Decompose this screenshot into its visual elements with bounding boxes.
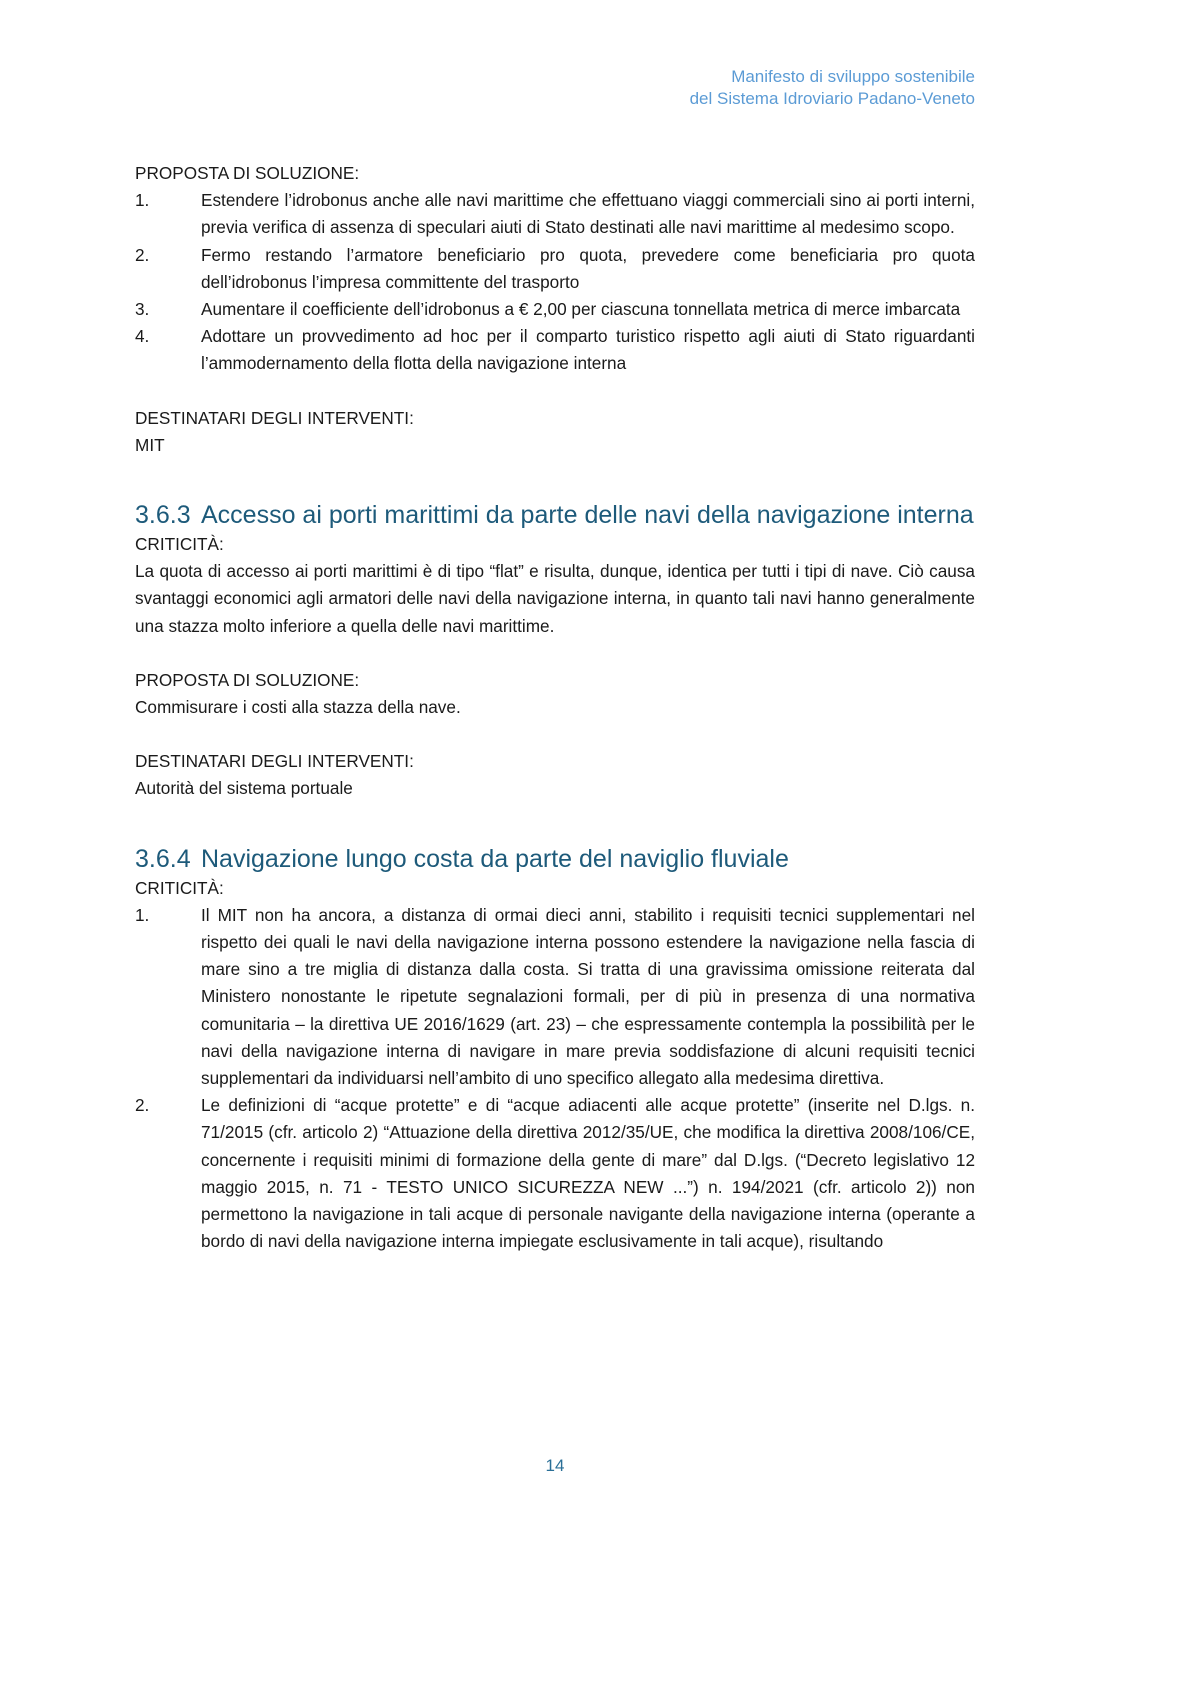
header-line-1: Manifesto di sviluppo sostenibile xyxy=(731,67,975,86)
list-item-text: Fermo restando l’armatore beneficiario pro quota, prevedere come beneficiaria pro quota dell’idrobonus l’impresa committente del trasporto xyxy=(201,244,975,292)
list-item-number: 2. xyxy=(135,1095,150,1116)
section-heading-3-6-4 xyxy=(135,843,975,875)
recipients-value: MIT xyxy=(135,434,165,455)
list-item xyxy=(135,296,975,323)
spacer xyxy=(135,803,975,843)
criticality-list xyxy=(135,902,975,1256)
list-item xyxy=(135,1092,975,1255)
spacer xyxy=(135,459,975,499)
proposal-label: PROPOSTA DI SOLUZIONE: xyxy=(135,669,360,690)
list-item-text: Le definizioni di “acque protette” e di “acque adiacenti alle acque protette” (inserite nel D.lgs. n. 71/2015 (cfr. articolo 2) “Attuazione della direttiva 2012/35/UE, che modifica la direttiva 2008/106/CE, concernente i requisiti minimi di formazione della gente di mare” dal D.lgs. (“Decreto legislativo 12 maggio 2015, n. 71 - TESTO UNICO SICUREZZA NEW ...”) n. 194/2021 (cfr. articolo 2)) non permettono la navigazione in tali acque di personale navigante della navigazione interna (operante a bordo di navi della navigazione interna impiegate esclusivamente in tali acque), risultando xyxy=(201,1095,975,1252)
page-number: 14 xyxy=(545,1456,565,1475)
list-item-text: Estendere l’idrobonus anche alle navi marittime che effettuano viaggi commerciali sino ai porti interni, previa verifica di assenza di speculari aiuti di Stato destinati alle navi marittime al medesimo scopo. xyxy=(201,190,975,238)
header-line-2: del Sistema Idroviario Padano-Veneto xyxy=(689,89,975,108)
list-item-text: Aumentare il coefficiente dell’idrobonus a € 2,00 per ciascuna tonnellata metrica di merce imbarcata xyxy=(201,299,961,320)
criticality-text: La quota di accesso ai porti marittimi è di tipo “flat” e risulta, dunque, identica per tutti i tipi di nave. Ciò causa svantaggi economici agli armatori delle navi della navigazione interna, in quanto tali navi hanno generalmente una stazza molto inferiore a quella delle navi marittime. xyxy=(135,561,975,636)
recipients-value: Autorità del sistema portuale xyxy=(135,778,353,799)
proposal-label: PROPOSTA DI SOLUZIONE: xyxy=(135,163,360,183)
list-item xyxy=(135,902,975,1092)
list-item-number: 3. xyxy=(135,299,150,320)
section-number: 3.6.4 xyxy=(135,844,191,873)
section-number: 3.6.3 xyxy=(135,501,191,530)
section-title: Navigazione lungo costa da parte del naviglio fluviale xyxy=(201,844,789,873)
section-heading-3-6-3 xyxy=(135,499,975,531)
list-item xyxy=(135,187,975,241)
spacer xyxy=(135,378,975,405)
criticality-label: CRITICITÀ: xyxy=(135,534,224,555)
criticality-label: CRITICITÀ: xyxy=(135,877,224,898)
running-header xyxy=(690,66,975,110)
list-item-number: 1. xyxy=(135,190,150,211)
spacer xyxy=(135,640,975,667)
list-item-text: Il MIT non ha ancora, a distanza di ormai dieci anni, stabilito i requisiti tecnici supplementari nel rispetto dei quali le navi della navigazione interna possono estendere la navigazione nella fascia di mare sino a tre miglia di distanza dalla costa. Si tratta di una gravissima omissione reiterata dal Ministero nonostante le ripetute segnalazioni formali, per di più in presenza di una normativa comunitaria – la direttiva UE 2016/1629 (art. 23) – che espressamente contempla la possibilità per le navi della navigazione interna di navigare in mare previa soddisfazione di alcuni requisiti tecnici supplementari da individuarsi nell’ambito di uno specifico allegato alla medesima direttiva. xyxy=(201,904,975,1089)
spacer xyxy=(135,721,975,748)
list-item-number: 2. xyxy=(135,244,150,265)
recipients-label: DESTINATARI DEGLI INTERVENTI: xyxy=(135,751,414,772)
proposal-list xyxy=(135,187,975,377)
page-content xyxy=(135,160,975,1256)
list-item-number: 1. xyxy=(135,904,150,925)
list-item-text: Adottare un provvedimento ad hoc per il comparto turistico rispetto agli aiuti di Stato riguardanti l’ammodernamento della flotta della navigazione interna xyxy=(201,326,975,374)
proposal-text: Commisurare i costi alla stazza della nave. xyxy=(135,697,461,718)
section-title: Accesso ai porti marittimi da parte delle navi della navigazione interna xyxy=(201,501,974,530)
list-item xyxy=(135,323,975,377)
recipients-label: DESTINATARI DEGLI INTERVENTI: xyxy=(135,407,414,428)
list-item-number: 4. xyxy=(135,326,150,347)
list-item xyxy=(135,242,975,296)
